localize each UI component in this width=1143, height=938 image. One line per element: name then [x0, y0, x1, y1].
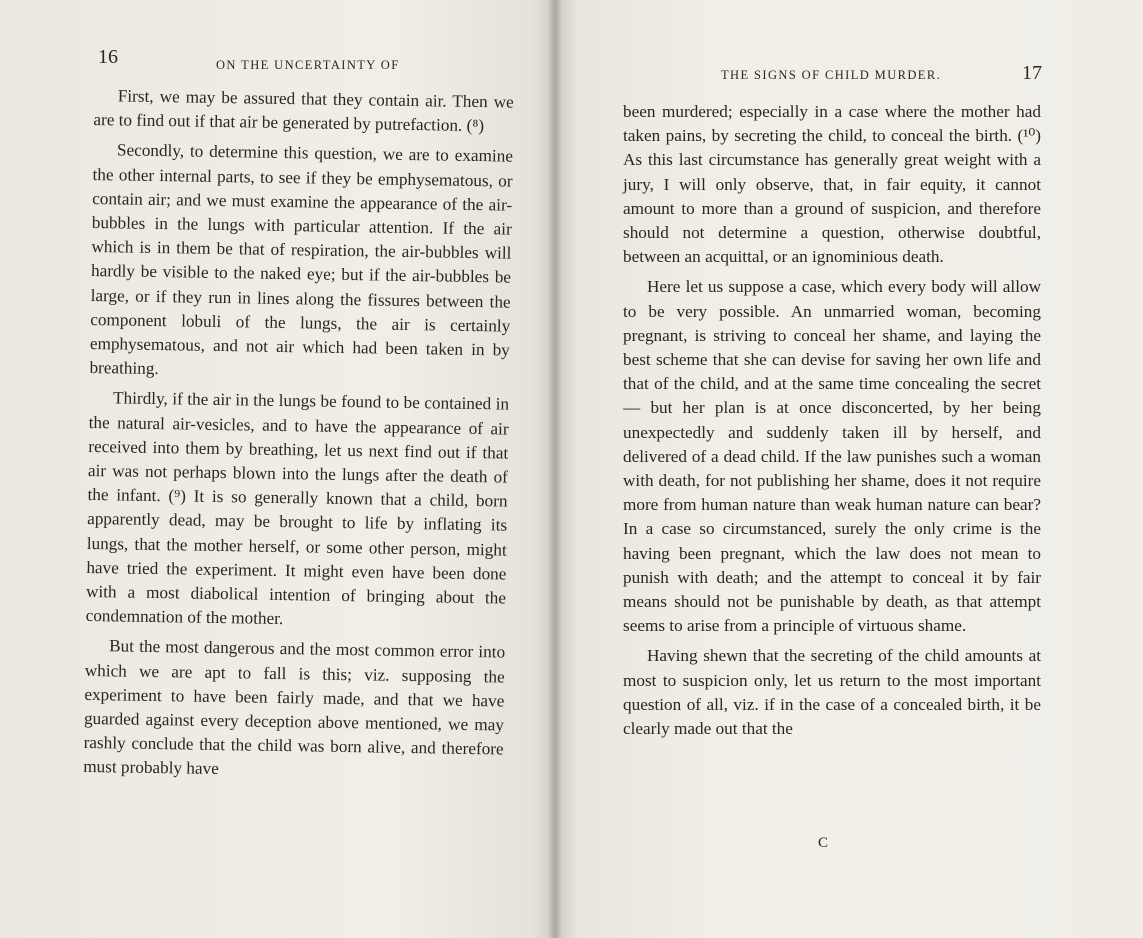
page-number-right: 17	[1022, 62, 1042, 84]
right-page-text	[623, 100, 1041, 741]
paragraph: Thirdly, if the air in the lungs be found to be contained in the natural air-vesicles, and to have the appearance of air received into them by breathing, let us next find out if that air was not perhaps blown into the lungs after the death of the infant. (⁹) It is so generally known that a child, born apparently dead, may be brought to life by inflating its lungs, that the mother herself, or some other person, might have tried the experiment. It might even have been done with a most diabolical intention of bringing about the condemnation of the mother.	[85, 388, 510, 629]
paragraph: Secondly, to determine this question, we are to examine the other internal parts, to see if they be emphysematous, or contain air; and we must examine the appearance of the air-bubbles in the lungs with particular attention. If the air which is in them be that of respiration, the air-bubbles will hardly be visible to the naked eye; but if the air-bubbles be large, or if they run in lines along the fissures between the component lobuli of the lungs, the air is certainly emphysematous, and not air which had been taken in by breathing.	[89, 140, 514, 379]
running-head-left: ON THE UNCERTAINTY OF	[216, 58, 400, 72]
paragraph: First, we may be assured that they contain air. Then we are to find out if that air be generated by putrefaction. (⁸)	[93, 86, 514, 136]
book-gutter	[548, 0, 562, 938]
signature-mark: C	[818, 835, 830, 851]
paragraph: But the most dangerous and the most common error into which we are apt to fall is this; viz. supposing the experiment to have been fairly made, and that we have guarded against every deception above mentioned, we may rashly conclude that the child was born alive, and therefore must probably have	[83, 636, 506, 779]
running-head-right: THE SIGNS OF CHILD MURDER.	[721, 68, 942, 82]
paragraph: Here let us suppose a case, which every body will allow to be very possible. An unmarried woman, becoming pregnant, is striving to conceal her shame, and laying the best scheme that she can devise for saving her own life and that of the child, and at the same time concealing the secret— but her plan is at once disconcerted, by her being unexpectedly and suddenly taken ill by herself, and delivered of a dead child. If the law punishes such a woman with death, for not publishing her shame, does it not require more from human nature than weak human nature can bear? In a case so circumstanced, surely the only crime is the having been pregnant, which the law does not mean to punish with death; and the attempt to conceal it by fair means should not be punishable by death, as that attempt seems to arise from a principle of virtuous shame.	[623, 277, 1041, 636]
page-number-left: 16	[98, 46, 118, 68]
left-page-text	[83, 84, 514, 786]
paragraph: been murdered; especially in a case where the mother had taken pains, by secreting the child, to conceal the birth. (¹⁰) As this last circumstance has generally great weight with a jury, I will only observe, that, in fair equity, it cannot amount to more than a ground of suspicion, and therefore should not determine a question, otherwise doubtful, between an acquittal, or an ignominious death.	[623, 102, 1041, 267]
paragraph: Having shewn that the secreting of the child amounts at most to suspicion only, let us return to the most important question of all, viz. if in the case of a concealed birth, it be clearly made out that the	[623, 646, 1041, 739]
